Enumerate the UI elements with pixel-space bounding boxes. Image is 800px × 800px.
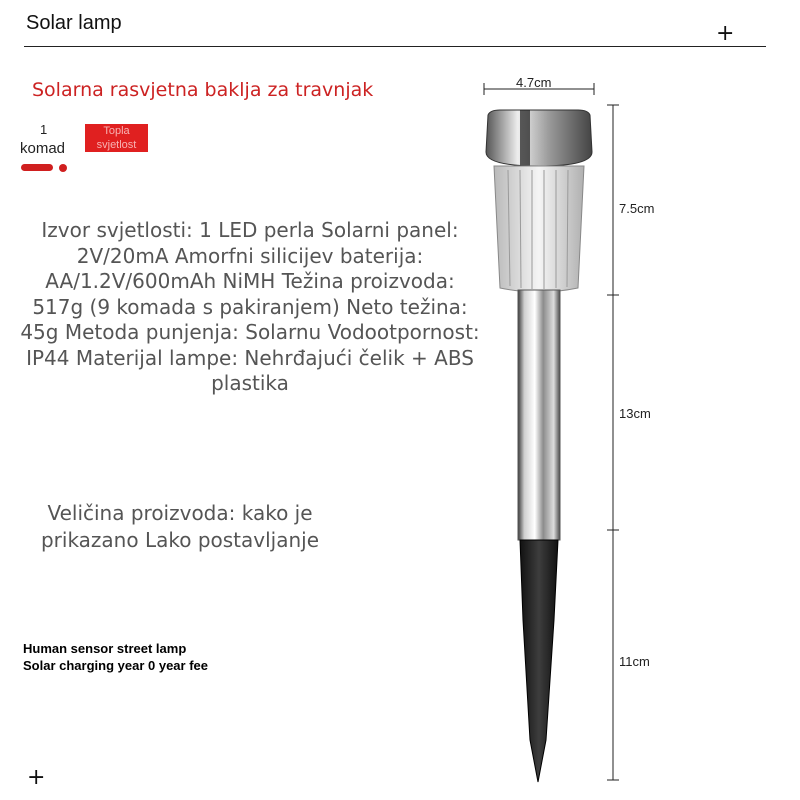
solar-lamp-illustration bbox=[470, 60, 680, 790]
pole-height-label: 13cm bbox=[619, 406, 651, 421]
width-dimension-label: 4.7cm bbox=[516, 75, 552, 90]
promo-line-1: Human sensor street lamp bbox=[23, 641, 187, 656]
lamp-ground-spike bbox=[520, 540, 558, 782]
header-divider bbox=[24, 46, 766, 47]
lamp-lens bbox=[494, 166, 584, 292]
lamp-pole bbox=[518, 290, 560, 540]
quantity-unit: komad bbox=[20, 140, 66, 157]
carousel-active-indicator[interactable] bbox=[21, 164, 53, 171]
header-title: Solar lamp bbox=[26, 12, 122, 34]
product-description: Izvor svjetlosti: 1 LED perla Solarni panel: 2V/20mA Amorfni silicijev baterija: AA/1.2V/600mAh NiMH Težina proizvoda: 517g (9 komada s pakiranjem) Neto težina: 45g Metoda punjenja: Solarnu Vodootpornost: IP44 Materijal lampe: Nehrđajući čelik + ABS plastika bbox=[20, 218, 480, 395]
promo-text bbox=[23, 640, 208, 674]
head-height-label: 7.5cm bbox=[619, 201, 655, 216]
color-option-button[interactable]: Topla svjetlost bbox=[85, 124, 148, 152]
carousel-dot-indicator[interactable] bbox=[59, 164, 67, 172]
lamp-cap bbox=[486, 110, 592, 166]
spike-height-label: 11cm bbox=[619, 654, 650, 669]
quantity-number: 1 bbox=[40, 122, 48, 137]
add-plus-icon[interactable]: + bbox=[27, 765, 46, 790]
product-name: Solarna rasvjetna baklja za travnjak bbox=[32, 79, 374, 101]
size-note: Veličina proizvoda: kako je prikazano Lako postavljanje bbox=[40, 501, 320, 552]
expand-plus-icon[interactable]: + bbox=[716, 21, 735, 46]
promo-line-2: Solar charging year 0 year fee bbox=[23, 658, 208, 673]
